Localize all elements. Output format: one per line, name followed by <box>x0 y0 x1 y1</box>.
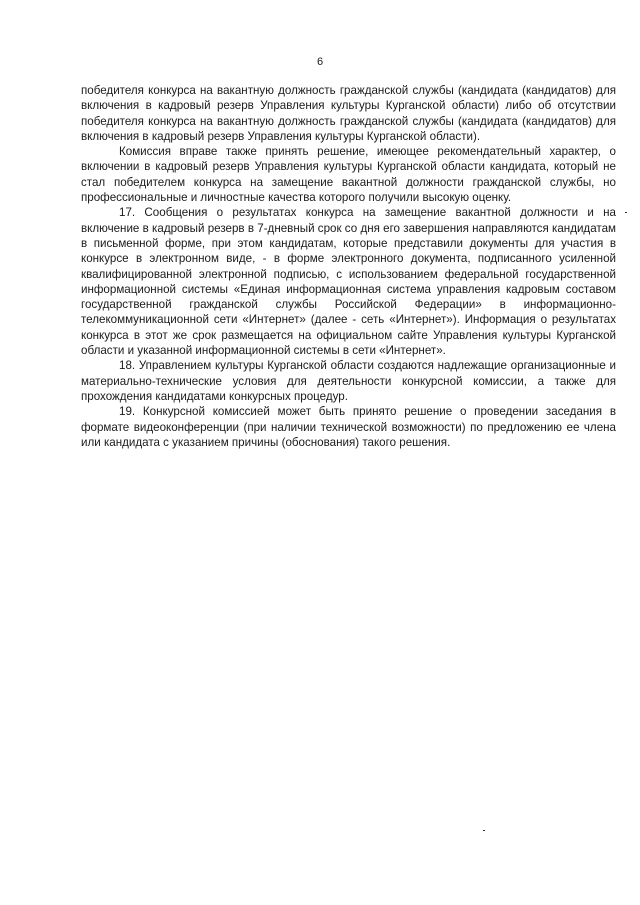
paragraph-commission-recommendation: Комиссия вправе также принять решение, имеющее рекомендательный характер, о включении в кадровый резерв Управления культуры Курганской области кандидата, который не стал победителем конкурса на замещение вакантной должности гражданской службы, но профессиональные и личностные качества которого получили высокую оценку. <box>81 145 616 205</box>
paragraph-continuation: победителя конкурса на вакантную должность гражданской службы (кандидата (кандидатов) для включения в кадровый резерв Управления культуры Курганской области) либо об отсутствии победителя конкурса на вакантную должность гражданской службы (кандидата (кандидатов) для включения в кадровый резерв Управления культуры Курганской области). <box>81 84 616 143</box>
scan-speck <box>483 830 485 831</box>
paragraph-item-17: 17. Сообщения о результатах конкурса на замещение вакантной должности и на включение в кадровый резерв в 7-дневный срок со дня его завершения направляются кандидатам в письменной форме, при этом кандидатам, которые представили документы для участия в конкурсе в электронном виде, - в форме электронного документа, подписанного усиленной квалифицированной электронной подписью, с использованием федеральной государственной информационной системы «Единая информационная система управления кадровым составом государственной гражданской службы Российской Федерации» в информационно-телекоммуникационной сети «Интернет» (далее - сеть «Интернет»). Информация о результатах конкурса в этот же срок размещается на официальном сайте Управления культуры Курганской области и указанной информационной системы в сети «Интернет». <box>81 206 616 358</box>
document-body <box>81 83 616 450</box>
paragraph-item-19: 19. Конкурсной комиссией может быть принято решение о проведении заседания в формате видеоконференции (при наличии технической возможности) по предложению ее члена или кандидата с указанием причины (обоснования) такого решения. <box>81 405 616 449</box>
paragraph-item-18: 18. Управлением культуры Курганской области создаются надлежащие организационные и материально-технические условия для деятельности конкурсной комиссии, а также для прохождения кандидатами конкурсных процедур. <box>81 359 616 403</box>
scan-speck <box>625 212 627 213</box>
page-number: 6 <box>316 56 324 68</box>
